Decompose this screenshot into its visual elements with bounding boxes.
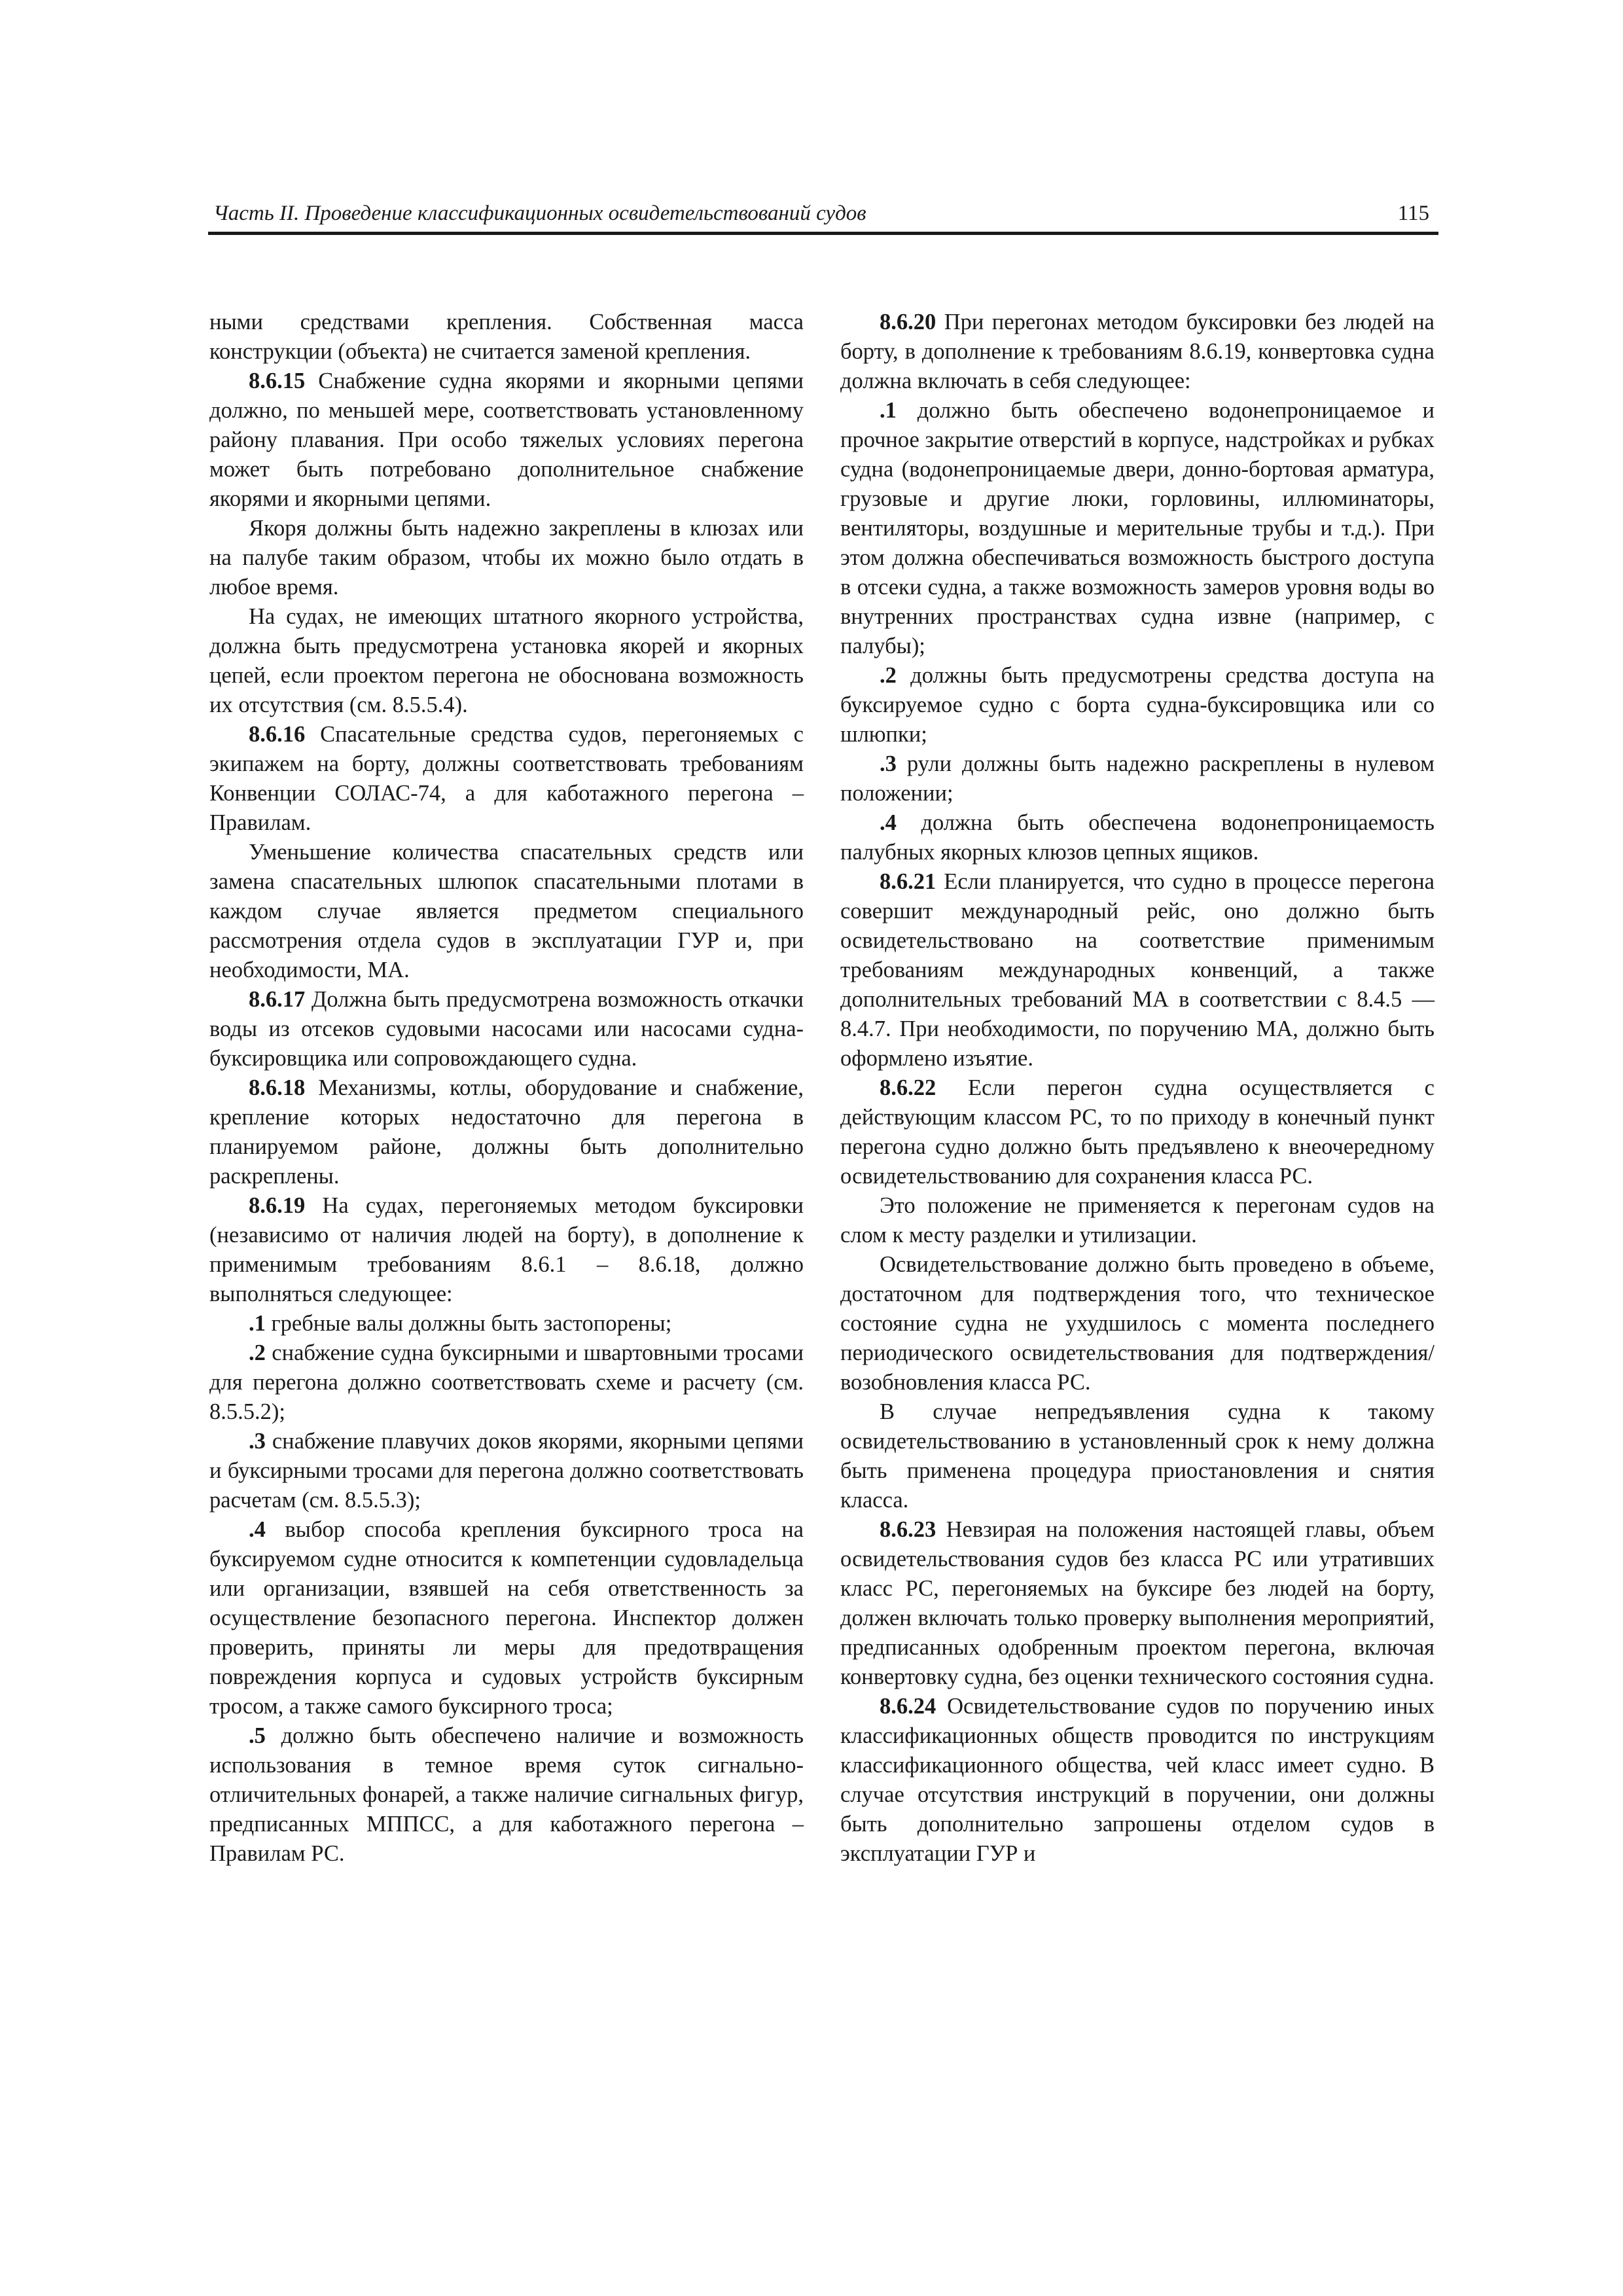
paragraph: 8.6.19 На судах, перегоняемых методом буксировки (независимо от наличия людей на борту), в дополнение к применимым требованиям 8.6.1 – 8.6.18, должно выполняться следующее: bbox=[209, 1193, 804, 1306]
paragraph: 8.6.18 Механизмы, котлы, оборудование и снабжение, крепление которых недостаточно для перегона в планируемом районе, должны быть дополнительно раскреплены. bbox=[209, 1075, 804, 1189]
paragraph: Уменьшение количества спасательных средств или замена спасательных шлюпок спасательными плотами в каждом случае является предметом специального рассмотрения отдела судов в эксплуатации ГУР и, при необходимости, МА. bbox=[209, 840, 804, 982]
paragraph: 8.6.17 Должна быть предусмотрена возможность откачки воды из отсеков судовыми насосами или насосами судна-буксировщика или сопровождающего судна. bbox=[209, 987, 804, 1071]
header-title: Часть II. Проведение классификационных освидетельствований судов bbox=[213, 202, 866, 225]
paragraph: 8.6.15 Снабжение судна якорями и якорными цепями должно, по меньшей мере, соответствовать установленному району плавания. При особо тяжелых условиях перегона может быть потребовано дополнительное снабжение якорями и якорными цепями. bbox=[209, 368, 804, 511]
list-item: .4 должна быть обеспечена водонепроницаемость палубных якорных клюзов цепных ящиков. bbox=[840, 810, 1435, 865]
list-item: .5 должно быть обеспечено наличие и возможность использования в темное время суток сигнально-отличительных фонарей, а также наличие сигнальных фигур, предписанных МППСС, а для каботажного перегона – Правилам РС. bbox=[209, 1723, 804, 1866]
paragraph: Это положение не применяется к перегонам судов на слом к месту разделки и утилизации. bbox=[840, 1193, 1435, 1247]
paragraph: На судах, не имеющих штатного якорного устройства, должна быть предусмотрена установка якорей и якорных цепей, если проектом перегона не обоснована возможность их отсутствия (см. 8.5.5.4). bbox=[209, 604, 804, 717]
paragraph: ными средствами крепления. Собственная масса конструкции (объекта) не считается заменой крепления. bbox=[209, 310, 804, 364]
paragraph: 8.6.20 При перегонах методом буксировки без людей на борту, в дополнение к требованиям 8.6.19, конвертовка судна должна включать в себя следующее: bbox=[840, 310, 1435, 393]
page-number: 115 bbox=[1397, 202, 1429, 225]
paragraph: В случае непредъявления судна к такому освидетельствованию в установленный срок к нему должна быть применена процедура приостановления и снятия класса. bbox=[840, 1399, 1435, 1513]
list-item: .1 должно быть обеспечено водонепроницаемое и прочное закрытие отверстий в корпусе, надстройках и рубках судна (водонепроницаемые двери, донно-бортовая арматура, грузовые и другие люки, горловины, иллюминаторы, вентиляторы, воздушные и мерительные трубы и т.д.). При этом должна обеспечиваться возможность быстрого доступа в отсеки судна, а также возможность замеров уровня воды во внутренних пространствах судна извне (например, с палубы); bbox=[840, 398, 1435, 658]
paragraph: 8.6.23 Невзирая на положения настоящей главы, объем освидетельствования судов без класса РС или утративших класс РС, перегоняемых на буксире без людей на борту, должен включать только проверку выполнения мероприятий, предписанных одобренным проектом перегона, включая конвертовку судна, без оценки технического состояния судна. bbox=[840, 1517, 1435, 1689]
left-column bbox=[209, 308, 804, 1869]
running-header bbox=[208, 198, 1438, 232]
list-item: .3 рули должны быть надежно раскреплены в нулевом положении; bbox=[840, 751, 1435, 806]
paragraph: Освидетельствование должно быть проведено в объеме, достаточном для подтверждения того, что техническое состояние судна не ухудшилось с момента последнего периодического освидетельствования для подтверждения/возобновления класса РС. bbox=[840, 1252, 1435, 1395]
list-item: .4 выбор способа крепления буксирного троса на буксируемом судне относится к компетенции судовладельца или организации, взявшей на себя ответственность за осуществление безопасного перегона. Инспектор должен проверить, приняты ли меры для предотвращения повреждения корпуса и судовых устройств буксирным тросом, а также самого буксирного троса; bbox=[209, 1517, 804, 1719]
header-rule bbox=[208, 232, 1438, 235]
paragraph: 8.6.22 Если перегон судна осуществляется с действующим классом РС, то по приходу в конечный пункт перегона судно должно быть предъявлено к внеочередному освидетельствованию для сохранения класса РС. bbox=[840, 1075, 1435, 1189]
list-item: .2 снабжение судна буксирными и швартовными тросами для перегона должно соответствовать схеме и расчету (см. 8.5.5.2); bbox=[209, 1340, 804, 1424]
right-column bbox=[840, 308, 1435, 1869]
list-item: .2 должны быть предусмотрены средства доступа на буксируемое судно с борта судна-буксировщика или со шлюпки; bbox=[840, 663, 1435, 747]
list-item: .1 гребные валы должны быть застопорены; bbox=[249, 1311, 672, 1336]
list-item: .3 снабжение плавучих доков якорями, якорными цепями и буксирными тросами для перегона должно соответствовать расчетам (см. 8.5.5.3); bbox=[209, 1429, 804, 1513]
paragraph: 8.6.16 Спасательные средства судов, перегоняемых с экипажем на борту, должны соответствовать требованиям Конвенции СОЛАС-74, а для каботажного перегона – Правилам. bbox=[209, 722, 804, 835]
paragraph: Якоря должны быть надежно закреплены в клюзах или на палубе таким образом, чтобы их можно было отдать в любое время. bbox=[209, 516, 804, 600]
paragraph: 8.6.21 Если планируется, что судно в процессе перегона совершит международный рейс, оно должно быть освидетельствовано на соответствие применимым требованиям международных конвенций, а также дополнительных требований МА в соответствии с 8.4.5 — 8.4.7. При необходимости, по поручению МА, должно быть оформлено изъятие. bbox=[840, 869, 1435, 1071]
paragraph: 8.6.24 Освидетельствование судов по поручению иных классификационных обществ проводится по инструкциям классификационного общества, чей класс имеет судно. В случае отсутствия инструкций в поручении, они должны быть дополнительно запрошены отделом судов в эксплуатации ГУР и bbox=[840, 1694, 1435, 1866]
